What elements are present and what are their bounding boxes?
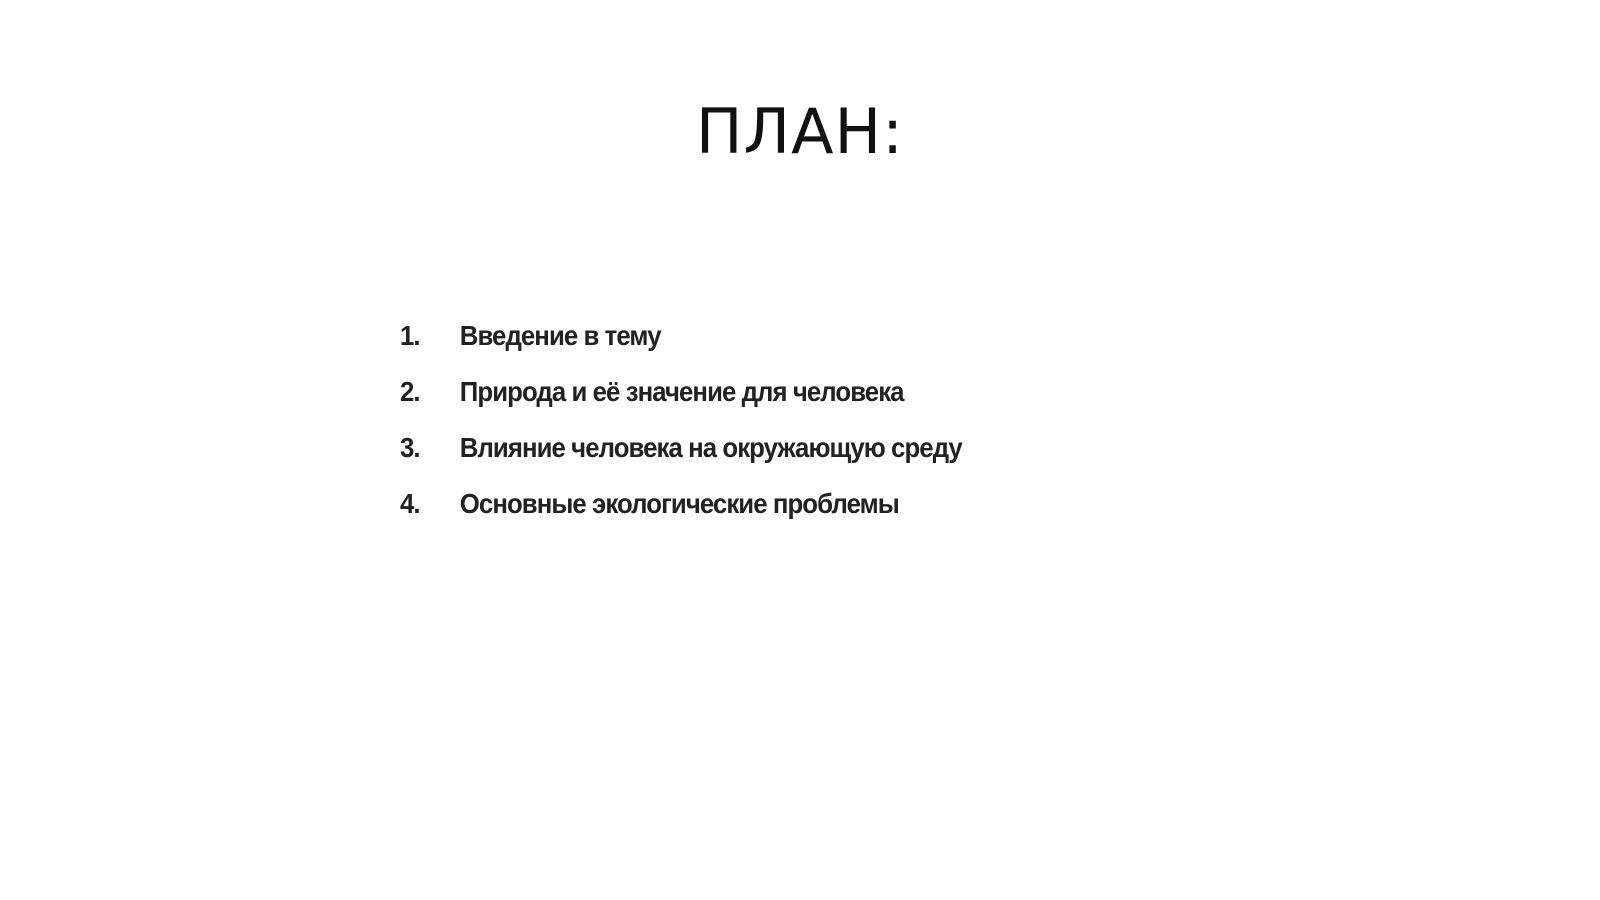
plan-item-text: Основные экологические проблемы — [459, 488, 899, 519]
plan-item-number: 4. — [400, 488, 420, 519]
plan-item-text: Природа и её значение для человека — [459, 376, 904, 407]
plan-item-text: Введение в тему — [459, 320, 661, 351]
plan-list — [400, 320, 1011, 544]
plan-item-2 — [400, 376, 962, 432]
plan-item-3 — [400, 432, 962, 488]
slide-title: ПЛАН: — [695, 95, 905, 168]
plan-item-4 — [400, 488, 962, 544]
plan-item-number: 1. — [400, 320, 420, 351]
plan-item-text: Влияние человека на окружающую среду — [459, 432, 962, 463]
plan-item-number: 3. — [400, 432, 420, 463]
plan-item-number: 2. — [400, 376, 420, 407]
plan-item-1 — [400, 320, 962, 376]
